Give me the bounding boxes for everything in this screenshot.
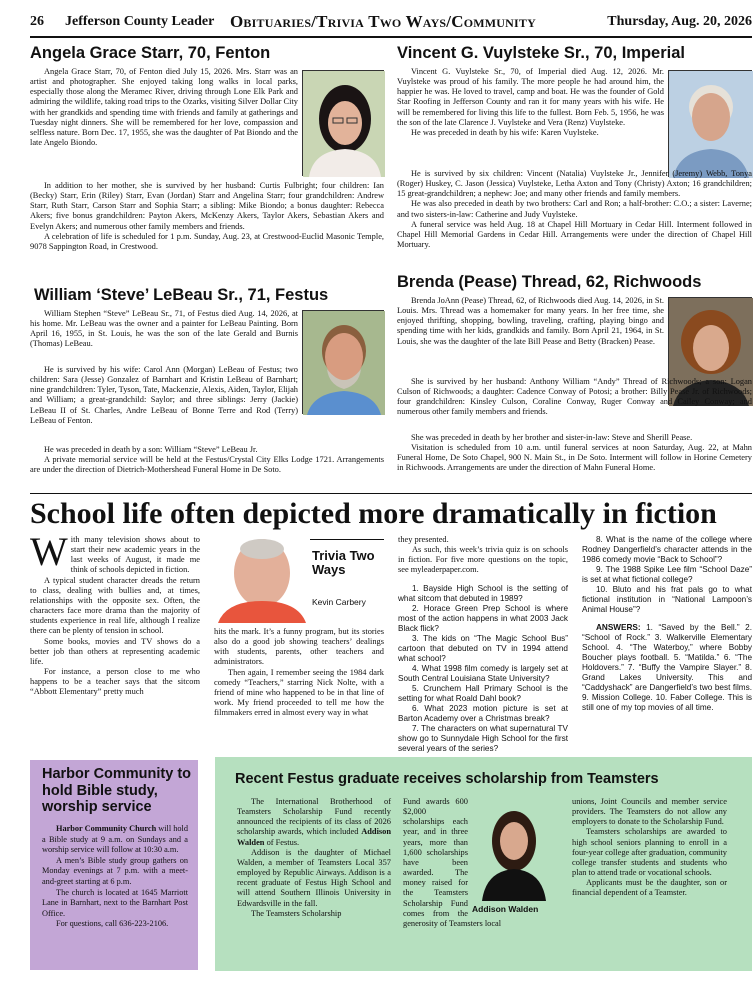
- trivia-question: 10. Bluto and his frat pals go to what fictional institution in “National Lampoon’s Animal House”?: [582, 585, 752, 614]
- obit-body-vuylsteke-1: [397, 67, 664, 138]
- bible-paragraph: A men’s Bible study group gathers on Monday evenings at 7 p.m. with a meet-and-greet starting at 6 p.m.: [42, 855, 188, 886]
- recipient-name: Addison Walden: [237, 827, 391, 847]
- portrait-man-icon: [303, 311, 385, 415]
- obit-body-starr-1: [30, 67, 298, 148]
- obit-title-thread: Brenda (Pease) Thread, 62, Richwoods: [397, 273, 702, 291]
- scholarship-paragraph: unions, Joint Councils and member service providers. The Teamsters do not allow any employers to donate to the Scholarship Fund.: [572, 797, 727, 827]
- trivia-paragraph: Some books, movies and TV shows do a better job than others at representing academic life.: [30, 636, 200, 666]
- obit-photo-lebeau: [302, 310, 384, 414]
- obit-paragraph: William Stephen “Steve” LeBeau Sr., 71, of Festus died Aug. 14, 2026, at his home. Mr. LeBeau was the owner and a painter for LeBeau Painting. Born April 16, 1955, in St. Louis, he was the son of the late Gerald and Burnis (Thomas) LeBeau.: [30, 309, 298, 349]
- obit-paragraph: A celebration of life is scheduled for 1 p.m. Sunday, Aug. 23, at Crestwood-Euclid Masonic Temple, 9078 Sappington Road, in Crestwood.: [30, 231, 384, 251]
- obit-photo-starr: [302, 70, 384, 176]
- obit-body-thread-1: [397, 296, 664, 347]
- trivia-question: 8. What is the name of the college where Rodney Dangerfield’s character attends in the 1986 comedy movie “Back to School”?: [582, 535, 752, 564]
- scholarship-paragraph: Fund awards 600 $2,000 scholarships each year, and in three years, more than 1,600 scholarships have been awarded. The money raised for the Teamsters Scholarship Fund comes from the generosity of Teamsters local: [403, 797, 502, 928]
- obit-body-thread-2a: [397, 377, 752, 418]
- publication-name: Jefferson County Leader: [65, 14, 215, 29]
- church-name: Harbor Community Church: [56, 824, 157, 833]
- trivia-paragraph: As such, this week’s trivia quiz is on schools in fiction. For five more questions on the topic, see myleaderpaper.com.: [398, 545, 568, 575]
- trivia-answers: 1. “Saved by the Bell.” 2. “School of Rock.” 3. Walkerville Elementary School. 4. “The Waterboy,” where Bobby Boucher plays football. 5. “Matilda.” 6. “The Holdovers.” 7. “Buffy the Vampire Slayer.” 8. Grand Lakes University. This and “Caddyshack” are Dangerfield’s two best films. 9. Mission College. 10. Faber College. This is still one of my top movies of all time.: [582, 623, 753, 712]
- bible-paragraph: The church is located at 1645 Marriott Lane in Barnhart, next to the Barnhart Post Office.: [42, 887, 188, 918]
- column-rule: [310, 539, 384, 540]
- trivia-column-1: [30, 529, 200, 698]
- obit-body-lebeau-3: [30, 445, 384, 475]
- obit-paragraph: Visitation is scheduled from 10 a.m. until funeral services at noon Saturday, Aug. 22, at Mahn Funeral Home, De Soto Chapel, 900 N. Main St., in De Soto. Interment will follow in Horine Cemetery in Richwoods. Arrangements are under the direction of Mahn Funeral Home.: [397, 443, 752, 473]
- trivia-question: 4. What 1998 film comedy is largely set at South Central Louisiana State University?: [398, 663, 568, 683]
- trivia-question: 9. The 1988 Spike Lee film “School Daze” is set at what fictional college?: [582, 565, 752, 584]
- scholarship-paragraph: Teamsters scholarships are awarded to high school seniors planning to enroll in a four-year college after graduation, community college transfer students and students who plan to attend trade or vocational schools.: [572, 827, 727, 878]
- scholarship-paragraph: Applicants must be the daughter, son or financial dependent of a Teamster.: [572, 878, 727, 898]
- obit-photo-vuylsteke: [668, 70, 752, 177]
- recipient-photo-caption: Addison Walden: [472, 904, 539, 915]
- obit-body-thread-3: [397, 433, 752, 474]
- trivia-question: 2. Horace Green Prep School is where most of the action happens in what 2003 Jack Black flick?: [398, 603, 568, 633]
- trivia-paragraph: For instance, a person close to me who happens to be a teacher says that the sitcom “Abbott Elementary” pretty much: [30, 667, 200, 697]
- scholarship-column-3: [572, 797, 727, 899]
- obit-title-lebeau: William ‘Steve’ LeBeau Sr., 71, Festus: [34, 286, 329, 304]
- bible-study-body: [42, 824, 188, 930]
- obit-paragraph: He was also preceded in death by two brothers: Carl and Ron; a half-brother: C.O.; a sister: Laverne; and two sisters-in-law: Catherine and Judy Vuylsteke.: [397, 199, 752, 219]
- recipient-photo-frame: [472, 797, 560, 915]
- obit-paragraph: She is survived by her husband: Anthony William “Andy” Thread of Richwoods; a son: Logan Culson of Richwoods; a daughter: Cadence Conway of Potosi; a brother: Billy Pease Jr. of Richwoods; four grandchildren: Kinsley Culson, Coraline Conway, Ruger Conway and Cailey Conway; and numerous other family members and friends.: [397, 377, 752, 417]
- trivia-paragraph: Then again, I remember seeing the 1984 dark comedy “Teachers,” starring Nick Nolte, with a friend of mine who happened to be in that line of work. My friend proceeded to tell me how the filmmakers erred in almost every way in what: [214, 667, 384, 718]
- trivia-column-4: [582, 535, 752, 713]
- obit-body-lebeau-1: [30, 309, 298, 350]
- header-rule: [30, 36, 752, 38]
- trivia-question: 6. What 2023 motion picture is set at Barton Academy over a Christmas break?: [398, 703, 568, 723]
- trivia-paragraph: ith many television shows about to start their new academic years in the last weeks of August, it made me think of schools depicted in fiction.: [70, 535, 200, 575]
- scholarship-text: The International Brotherhood of Teamsters Scholarship Fund recently announced the recipients of its class of 2026 scholarship awards, which included: [237, 797, 391, 837]
- trivia-question: 3. The kids on “The Magic School Bus” cartoon that debuted on TV in 1994 attend what school?: [398, 633, 568, 663]
- bible-paragraph: will hold a Bible study at 9 a.m. on Sundays and a worship service will follow at 10:30 a.m.: [42, 824, 188, 855]
- obit-paragraph: He is survived by six children: Vincent (Natalia) Vuylsteke Jr., Jennifer (Jeremy) Webb, Tonya (Roger) Huskey, C. Jason (Jessica) Vuylsteke, Letha Axton and Tony (Christy) Axton; 16 grandchildren; 15 great-grandchildren; a nephew: Joe; and many other friends and family members.: [397, 169, 752, 199]
- trivia-column-3: [398, 535, 568, 753]
- bible-study-box: [30, 760, 198, 970]
- trivia-column-name: Trivia Two Ways: [312, 548, 375, 577]
- section-title: Obituaries/Trivia Two Ways/Community: [230, 12, 536, 31]
- trivia-question: 5. Crunchem Hall Primary School is the setting for what Roald Dahl book?: [398, 683, 568, 703]
- scholarship-text: of Festus.: [264, 837, 300, 847]
- issue-date: Thursday, Aug. 20, 2026: [607, 14, 752, 29]
- obit-paragraph: A funeral service was held Aug. 18 at Chapel Hill Mortuary in Cedar Hill. Interment followed in Chapel Hill Memorial Gardens in Cedar Hill. Arrangements were under the direction of Chapel Hill Mortuary.: [397, 219, 752, 250]
- columnist-photo-icon: [214, 535, 310, 623]
- trivia-paragraph: they presented.: [398, 535, 449, 544]
- obit-title-vuylsteke: Vincent G. Vuylsteke Sr., 70, Imperial: [397, 44, 685, 62]
- scholarship-column-2: [403, 797, 560, 929]
- scholarship-paragraph: Addison is the daughter of Michael Walden, a member of Teamsters Local 357 employed by Republic Airways. Addison is a recent graduate of Festus High School and will attend Southern Illinois University in Edwardsville in the fall.: [237, 847, 391, 908]
- scholarship-box: [215, 757, 752, 971]
- trivia-paragraph: A typical student character dreads the return to class, dealing with bullies and, at times, relationships with the opposite sex. Often, the characters face more drama than the majority of students experience in real life, although I realize there can be plenty of tension in school.: [30, 575, 200, 636]
- trivia-author: Kevin Carbery: [312, 597, 366, 607]
- trivia-headline: School life often depicted more dramatically in fiction: [30, 497, 717, 530]
- answers-label: ANSWERS:: [596, 623, 641, 632]
- obit-title-starr: Angela Grace Starr, 70, Fenton: [30, 44, 271, 62]
- trivia-question: 7. The characters on what supernatural TV show go to Sunnydale High School for the first several years of the series?: [398, 723, 568, 753]
- scholarship-column-1: [237, 797, 391, 919]
- portrait-man-icon: [669, 71, 753, 178]
- scholarship-title: Recent Festus graduate receives scholarship from Teamsters: [235, 771, 659, 787]
- section-rule: [30, 493, 752, 494]
- obit-body-lebeau-2: [30, 365, 298, 426]
- obit-paragraph: He was preceded in death by a son: William “Steve” LeBeau Jr.: [44, 445, 258, 454]
- drop-cap: W: [30, 529, 68, 574]
- obit-paragraph: Vincent G. Vuylsteke Sr., 70, of Imperial died Aug. 12, 2026. Mr. Vuylsteke was proud of his family. The more people he had around him, the happier he was. He loved to travel, camp and boat. He was the founder of Gold Star Roofing in Jefferson County and ran it for many years with his wife. He will be remembered for living this life to the fullest. Born Feb. 5, 1956, he was the son of the late Clarence J. Vuylsteke and Vera (Renz) Vuylsteke.: [397, 67, 664, 127]
- page-header: [30, 14, 752, 36]
- scholarship-paragraph: The Teamsters Scholarship: [251, 908, 342, 918]
- obit-paragraph: She was preceded in death by her brother and sister-in-law: Steve and Sherill Pease.: [411, 433, 693, 442]
- obit-paragraph: Angela Grace Starr, 70, of Fenton died July 15, 2026. Mrs. Starr was an artist and photographer. She enjoyed taking long walks in local parks, especially those along the Meramec River, driving through Lone Elk Park and admiring the wildlife, taking road trips to the Ozarks, visiting Silver Dollar City with her grandkids and spending time with friends and family at gatherings and Tuesday night dinners. She will be remembered for her love, compassion and selfless nature. Born Dec. 17, 1955, she was the daughter of Pat Biondo and the late Angelo Biondo.: [30, 67, 298, 148]
- portrait-woman-icon: [303, 71, 385, 177]
- trivia-question: 1. Bayside High School is the setting of what sitcom that debuted in 1989?: [398, 583, 568, 603]
- obit-paragraph: In addition to her mother, she is survived by her husband: Curtis Fulbright; four children: Ian (Becky) Starr, Erin (Riley) Starr, Evan (Jordan) Starr and Angelina Starr; four grandchildren: Andrew Starr, Ruth Starr, Carson Starr and Sophia Starr; a sibling: Mike Biondo; a bonus daughter: Rebecca Akers; five bonus grandchildren: Payton Akers, McKenzy Akers, Taylor Akers, Sebastian Akers and Evelyn Akers; and numerous other family members and friends.: [30, 181, 384, 231]
- obit-paragraph: Brenda JoAnn (Pease) Thread, 62, of Richwoods died Aug. 14, 2026, in St. Louis. Mrs. Thread was a homemaker for many years. In her free time, she enjoyed thrifting, shopping, bowling, traveling, crafting, playing bingo and spending time with her kids, grandkids and family. Born April 21, 1964, in St. Louis, she was the daughter of the late Bill Pease and Betty (Bracken) Pease.: [397, 296, 664, 346]
- obit-body-vuylsteke-2: [397, 169, 752, 250]
- bible-paragraph: For questions, call 636-223-2106.: [56, 919, 169, 929]
- trivia-column-logo: [214, 535, 384, 623]
- page-number: 26: [30, 14, 44, 29]
- trivia-column-2: [214, 627, 384, 718]
- obit-paragraph: He was preceded in death by his wife: Karen Vuylsteke.: [411, 127, 599, 137]
- trivia-paragraph: hits the mark. It’s a funny program, but its stories also do a good job showing teachers’ dealings with students, parents, other teachers and administrators.: [214, 627, 384, 667]
- recipient-photo: [472, 797, 556, 901]
- obit-body-starr-2: [30, 181, 384, 252]
- bible-study-title: Harbor Community to hold Bible study, worship service: [42, 766, 192, 815]
- obit-paragraph: A private memorial service will be held at the Festus/Crystal City Elks Lodge 1721. Arrangements are under the direction of Dietrich-Mothershead Funeral Home in De Soto.: [30, 455, 384, 475]
- obit-paragraph: He is survived by his wife: Carol Ann (Morgan) LeBeau of Festus; two children: Sara (Jesse) Gonzalez of Barnhart and Kristin LeBeau of Barnhart; nine grandchildren: Tyler, Tyson, Tate, Mackenzie, Alexis, Aiden, Taylor, Elijah and William; a great-grandchild: Saylor; and three siblings: Jerry (Jackie) LeBeau II of St. Charles, Andre LeBeau of Bonne Terre and Rod (Terry) LeBeau of Fenton.: [30, 365, 298, 425]
